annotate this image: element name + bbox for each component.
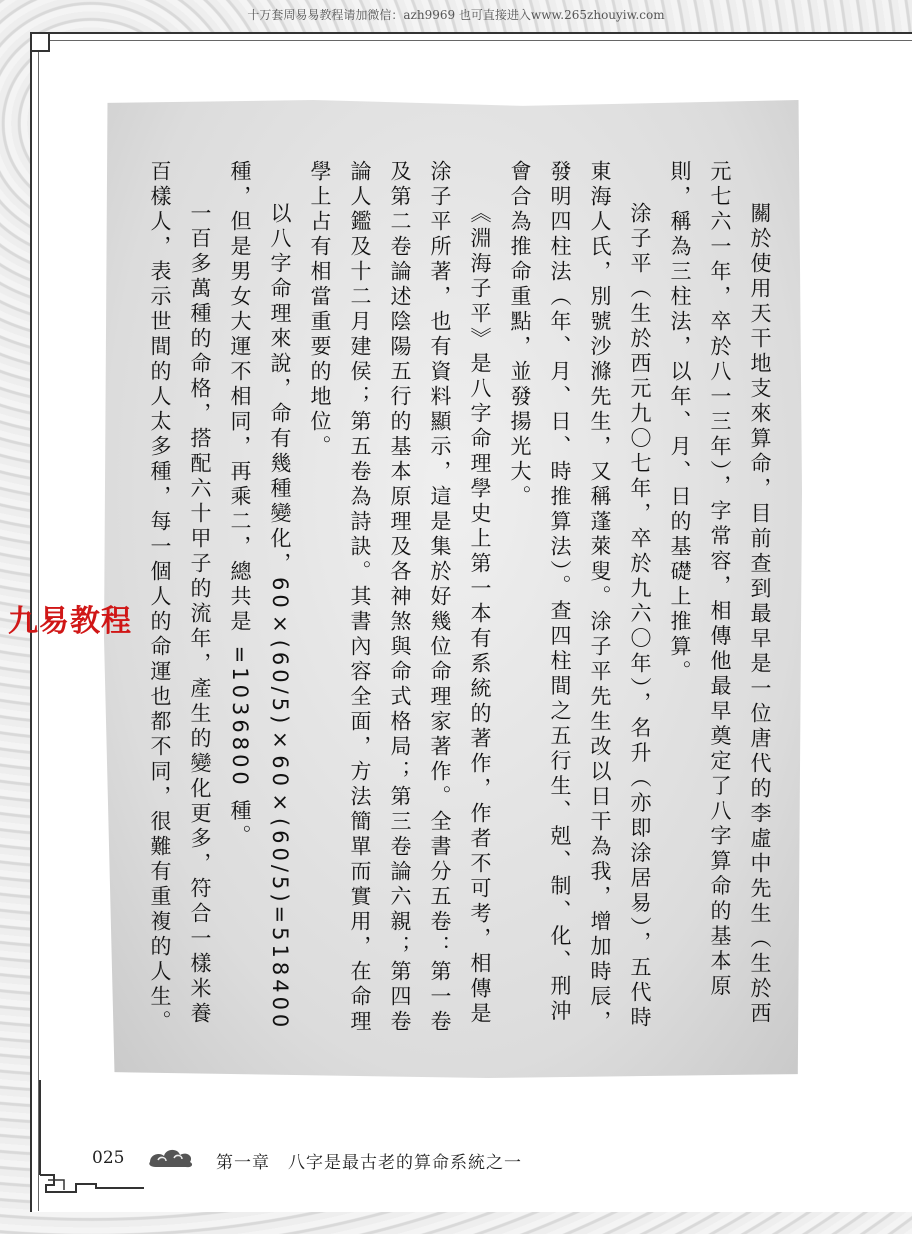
paragraph-yuanhai-ziping: 《淵海子平》是八字命理學史上第一本有系統的著作，作者不可考，相傳是涂子平所著，也有資料顯示，這是集於好幾位命理家著作。全書分五卷：第一卷及第二卷論述陰陽五行的基本原理及各神煞與命式格局；第三卷論六親；第四卷論人鑑及十二月建侯；第五卷為詩訣。其書內容全面，方法簡單而實用，在命理學上占有相當重要的地位。: [308, 160, 492, 1035]
paragraph-calculation: 以八字命理來說，命有幾種變化，60×(60/5)×60×(60/5)=518400種，但是男女大運不相同，再乘二，總共是 =1036800 種。: [228, 160, 292, 1032]
paragraph-tu-ziping: 涂子平（生於西元九〇七年，卒於九六〇年），名升（亦即涂居易），五代時東海人氏，別號沙滌先生，又稱蓬萊叟。涂子平先生改以日干為我，增加時辰，發明四柱法（年、月、日、時推算法）。查四柱間之五行生、剋、制、化、刑沖會合為推命重點，並發揚光大。: [508, 160, 652, 1035]
paragraph-li-xuzhong: 關於使用天干地支來算命，目前查到最早是一位唐代的李虛中先生（生於西元七六一年，卒於八一三年），字常容，相傳他最早奠定了八字算命的基本原則，稱為三柱法，以年、月、日的基礎上推算。: [668, 160, 772, 1027]
corner-ornament-top: [30, 32, 50, 52]
cloud-icon: [146, 1142, 198, 1170]
vertical-text-body: [140, 160, 780, 1040]
top-banner: 十万套周易易教程请加微信：azh9969 也可直接进入www.265zhouyiw.com: [247, 8, 665, 22]
page-number: 025: [92, 1148, 125, 1168]
chapter-title: 第一章 八字是最古老的算命系統之一: [216, 1153, 522, 1173]
corner-ornament-bottom: [36, 1080, 146, 1195]
paragraph-conclusion: 一百多萬種的命格，搭配六十甲子的流年，產生的變化更多，符合一樣米養百樣人，表示世間的人太多種，每一個人的命運也都不同，很難有重複的人生。: [148, 160, 212, 1035]
watermark-logo: 九易教程: [8, 604, 132, 639]
